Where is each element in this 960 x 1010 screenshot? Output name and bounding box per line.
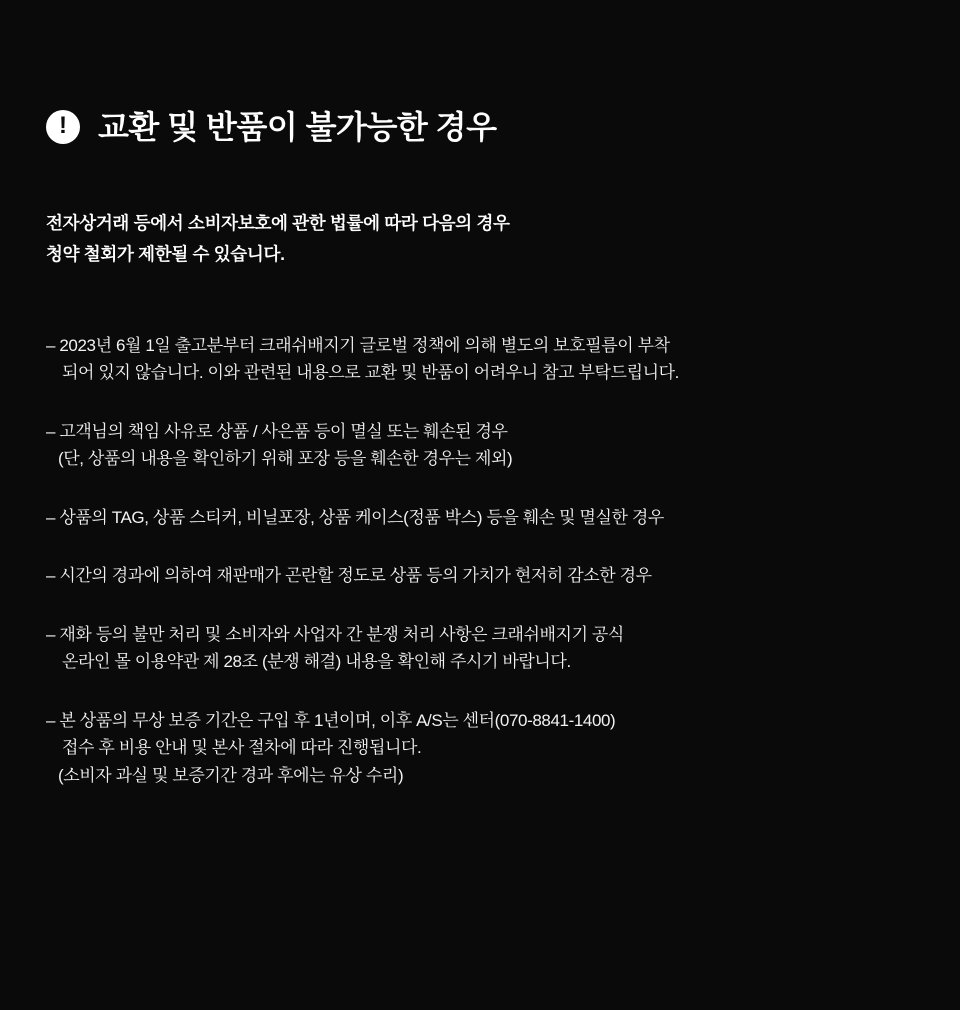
list-item <box>46 621 914 676</box>
list-item-line: 되어 있지 않습니다. 이와 관련된 내용으로 교환 및 반품이 어려우니 참고 부탁드립니다. <box>62 363 679 383</box>
list-item-line: 온라인 몰 이용약관 제 28조 (분쟁 해결) 내용을 확인해 주시기 바랍니다. <box>62 652 571 672</box>
list-item-line: (소비자 과실 및 보증기간 경과 후에는 유상 수리) <box>58 765 404 785</box>
list-item-line: – 상품의 TAG, 상품 스티커, 비닐포장, 상품 케이스(정품 박스) 등을 훼손 및 멸실한 경우 <box>46 507 664 527</box>
list-item <box>46 707 914 790</box>
page-title: 교환 및 반품이 불가능한 경우 <box>98 109 497 145</box>
list-item-line: – 2023년 6월 1일 출고분부터 크래쉬배지기 글로벌 정책에 의해 별도의 보호필름이 부착 <box>46 335 670 355</box>
list-item <box>46 332 914 387</box>
lead-line-1: 전자상거래 등에서 소비자보호에 관한 법률에 따라 다음의 경우 <box>46 213 510 234</box>
exclamation-circle-icon: ! <box>46 110 80 144</box>
page-title-row <box>46 0 914 146</box>
list-item-line: 접수 후 비용 안내 및 본사 절차에 따라 진행됩니다. <box>62 738 422 758</box>
lead-line-2: 청약 철회가 제한될 수 있습니다. <box>46 244 285 265</box>
list-item-line: – 고객님의 책임 사유로 상품 / 사은품 등이 멸실 또는 훼손된 경우 <box>46 421 508 441</box>
lead-paragraph <box>46 208 914 269</box>
list-item-line: (단, 상품의 내용을 확인하기 위해 포장 등을 훼손한 경우는 제외) <box>58 449 513 469</box>
list-item-line: – 본 상품의 무상 보증 기간은 구입 후 1년이며, 이후 A/S는 센터(070-8841-1400) <box>46 710 616 730</box>
policy-list <box>46 332 914 790</box>
list-item <box>46 504 914 532</box>
list-item-line: – 시간의 경과에 의하여 재판매가 곤란할 정도로 상품 등의 가치가 현저히 감소한 경우 <box>46 566 652 586</box>
list-item <box>46 562 914 590</box>
list-item-line: – 재화 등의 불만 처리 및 소비자와 사업자 간 분쟁 처리 사항은 크래쉬배지기 공식 <box>46 624 624 644</box>
list-item <box>46 418 914 473</box>
